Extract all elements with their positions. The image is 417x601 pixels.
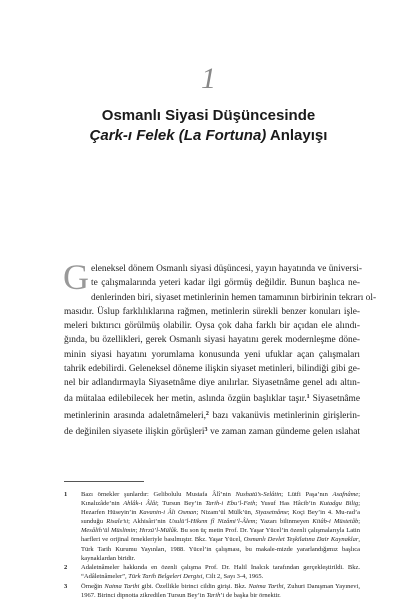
body-line: denlerinden biri, siyaset metinlerinin hemen tamamının birbirinin tekrarı ol- <box>91 292 377 303</box>
footnote <box>64 563 360 581</box>
footnote-segment: ; Yusuf Has Hâcib’in <box>255 500 320 508</box>
footnote <box>64 490 360 563</box>
footnote-title: Nushatü’s-Selâtin <box>235 491 282 498</box>
footnote-title: Tarih <box>206 592 221 600</box>
body-line: nel bir adlandırmayla Siyasetnâme diye anılırlar. Siyasetnâme genel adı altın- <box>64 378 360 388</box>
footnote-text <box>81 564 360 580</box>
body-line <box>64 423 360 439</box>
footnote-segment: Bazı örnekler şunlardır: Gelibolulu Mustafa Âlî’nin <box>81 491 236 498</box>
footnote-title: Siyasetnâme <box>255 509 288 517</box>
footnote-title: Mesâlih’ül Müslimin <box>81 527 136 535</box>
body-line: meleri bıktırıcı görülmüş olabilir. Oysa çok daha farklı bir açıdan ele alındı- <box>64 321 360 331</box>
body-line: eleneksel dönem Osmanlı siyasi düşüncesi, yayın hayatında ve üniversi- <box>91 264 363 274</box>
footnote-title: Naima Tarihi <box>248 582 284 590</box>
footnote-title: Ahlâk-ı Âlâi <box>123 500 157 508</box>
footnote-title: Türk Tarih Belgeleri Dergisi <box>128 573 203 581</box>
body-line-text: Siyasetnâme <box>309 394 360 405</box>
footnote-segment: ; Tursun Bey’in <box>156 500 206 508</box>
footnote-title: Tarih-i Ebu’l-Feth <box>205 500 256 508</box>
footnote-segment: gibi. Özellikle birinci cildin girişi. Bkz. <box>139 582 249 590</box>
drop-cap: G <box>63 257 89 297</box>
footnotes <box>64 490 360 601</box>
footnote-number: 1 <box>64 491 68 498</box>
body-line <box>64 407 360 423</box>
body-line-text: de değinilen siyasete ilişkin görüşleri <box>64 426 205 437</box>
footnote-number: 2 <box>64 564 68 572</box>
footnote-title: Risale’si <box>106 518 129 526</box>
footnote-ref-2[interactable]: 2 <box>205 410 209 417</box>
chapter-title-line1: Osmanlı Siyasi Düşüncesinde <box>101 107 316 124</box>
body-line: minin siyasi hayatını yorumlama konusunda yeni ufuklar açan çalışmaları <box>64 349 360 360</box>
footnote-title: Asafnâme <box>332 491 359 498</box>
footnote-ref-3[interactable]: 3 <box>204 426 208 433</box>
footnote-title: Naima Tarihi <box>104 582 140 590</box>
footnote-ref-1[interactable]: 1 <box>306 394 310 401</box>
footnote-text <box>81 583 360 599</box>
footnote-text <box>81 491 360 562</box>
footnote-title: Kavanin-i Âli Osman <box>139 509 197 517</box>
footnote-title: Kitâb-i Müstetâb <box>312 518 359 526</box>
footnote-segment: , Cilt 2, Sayı 3-4, 1965. <box>202 573 264 581</box>
body-line-text: ve zaman zaman gündeme gelen ıslahat <box>207 426 360 437</box>
body-line <box>64 390 360 406</box>
footnote-title: Usulü’l-Hikem fî Nizâmi’l-Âlem <box>168 518 256 526</box>
footnote-divider <box>64 481 144 482</box>
footnote-segment: ; <box>358 518 361 526</box>
footnote-segment: Adaletnâmeler hakkında en özenli çalışma Prof. Dr. Halil İnalcık tarafından gerçekleştirildi. Bkz. “Adâletnâmeler”, <box>81 564 360 581</box>
footnote-number: 3 <box>64 582 68 590</box>
footnote-segment: ; Yazarı bilinmeyen <box>255 518 313 526</box>
body-line: te çalışmalarında yeteri kadar ilgi görmüş değildir. Bunun başlıca ne- <box>91 278 360 289</box>
footnote-segment: ; Lütfi Paşa’nın <box>281 491 333 498</box>
body-line: masıdır. Üslup farklılıklarına rağmen, metinlerin sürekli benzer konuları işle- <box>64 306 360 317</box>
footnote-segment: ; Akhisâri’nin <box>128 518 169 526</box>
footnote-title: Osmanlı Devlet Teşkilatına Dair Kaynaklar <box>243 536 359 544</box>
body-line-text: bazı vakanüvis metinlerinin girişlerin- <box>208 410 361 421</box>
footnote-segment: , Zuhuri Danışman Yayınevi, 1967. Birinci dipnotta zikredilen Tursun Bey’in <box>81 582 360 600</box>
footnote-segment: ; Hezarfen Hüseyin’in <box>81 500 360 517</box>
footnote-segment: ; Nizam’ül Mülk’ün, <box>196 509 256 517</box>
body-line: tahrik edebilirdi. Geleneksel döneme ilişkin siyaset metinleri, bilindiği gibi ge- <box>64 363 361 374</box>
body-line-text: da mütalaa edilebilecek her metin, aslında özgün başlıklar taşır. <box>64 394 307 405</box>
footnote-segment: ; <box>135 527 140 535</box>
footnote-segment: ; Kınalızâde’nin <box>81 491 360 508</box>
chapter-title-rest: Anlayışı <box>266 127 328 144</box>
body-text <box>63 257 377 439</box>
chapter-title-line2 <box>0 126 417 146</box>
body-line: ğında, bu özellikleri, gerek Osmanlı siyasi hayatını gerek modernleşme döne- <box>64 335 360 346</box>
chapter-number: 1 <box>201 62 216 95</box>
footnote-segment: Örneğin <box>81 582 105 590</box>
footnote-segment: , Türk Tarih Kurumu Yayınları, 1988. Yücel’in çalışması, bu makale-mizde yararlandığımız başlıca kaynaklardan biridir. <box>81 536 360 562</box>
footnote-segment: ; Koçi Bey’in 4. Mu-rad’a sunduğu <box>81 509 360 526</box>
footnote-title: Hırzü’l-Mülûk <box>139 527 177 535</box>
footnote <box>64 582 360 600</box>
chapter-title-italic: Çark-ı Felek (La Fortuna) <box>89 127 267 144</box>
body-line-text: metinlerinin arasında adaletnâmeleri, <box>64 410 206 421</box>
footnote-segment: ’i de başka bir örnektir. <box>220 592 281 600</box>
footnote-title: Kutadgu Bilig <box>319 500 359 508</box>
chapter-title <box>0 106 417 146</box>
footnote-segment: . Bu son üç metin Prof. Dr. Yaşar Yücel’in özenli çalışmalarıyla Latin harfleri ve orijinal örnekleriyle basılmıştır. Bkz. Yaşar Yücel, <box>81 527 360 544</box>
